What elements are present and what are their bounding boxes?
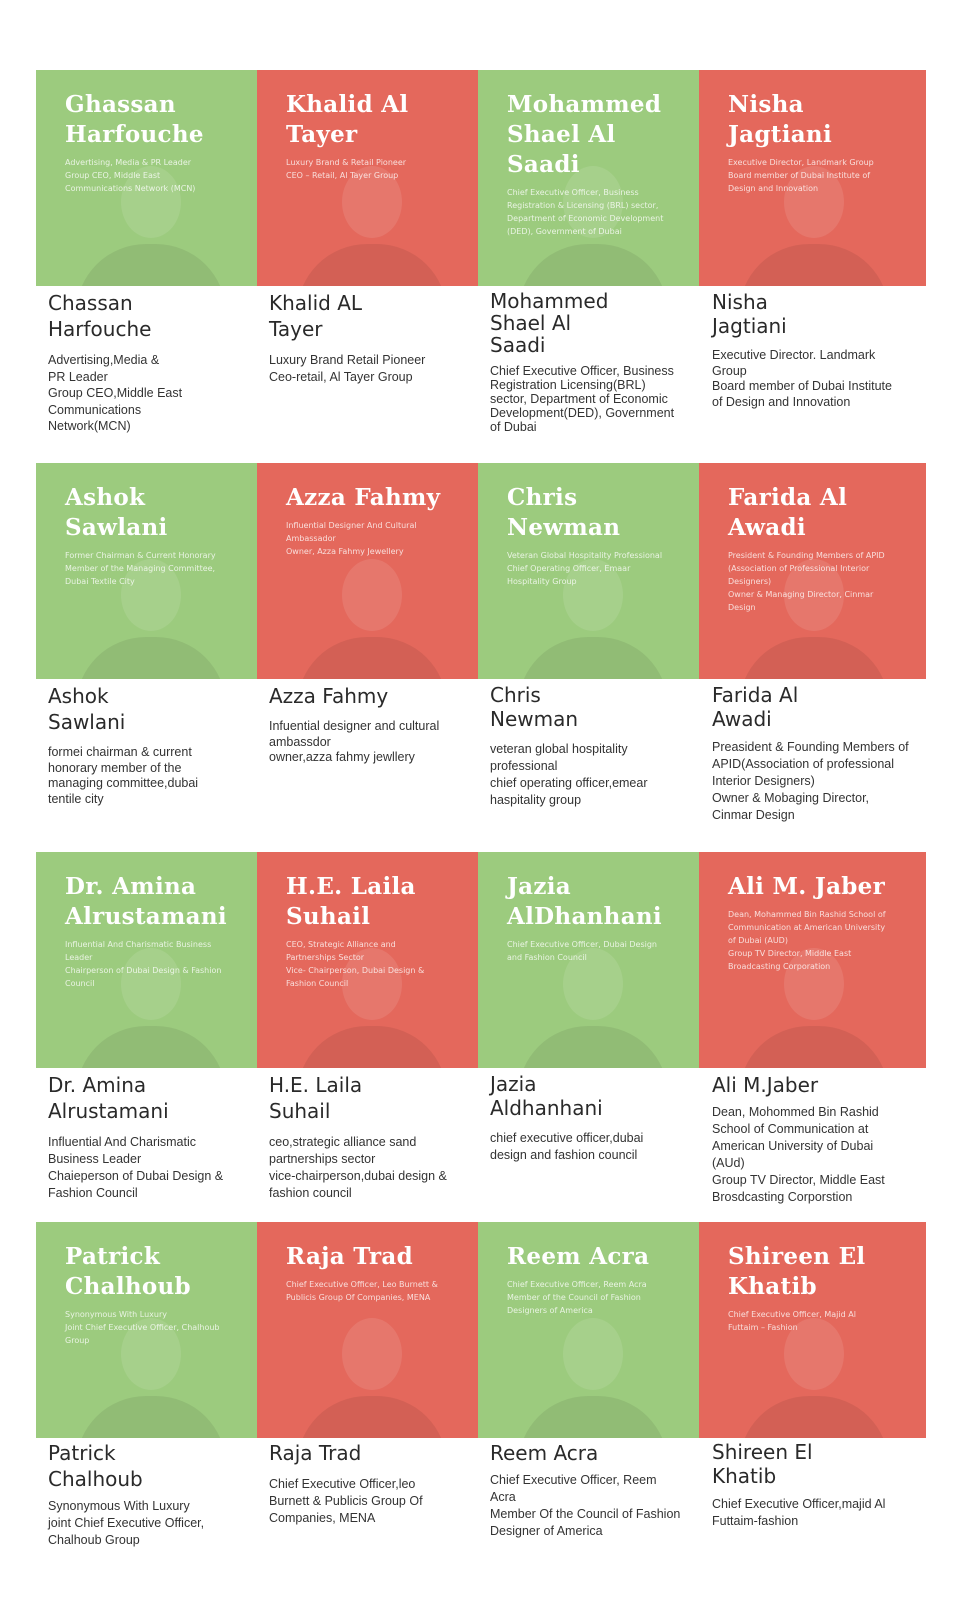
tile-name: Raja Trad Chief Executive Officer, Leo Burnett & Publicis Group Of Companies, MENA — [286, 1242, 466, 1304]
speaker-name: Raja Trad — [269, 1441, 362, 1465]
speaker-tile — [699, 70, 926, 286]
speaker-name: Patrick Chalhoub — [48, 1441, 143, 1491]
speaker-tile — [257, 1222, 484, 1438]
speaker-name: Azza Fahmy — [269, 684, 389, 708]
tile-description: Advertising, Media & PR Leader Group CEO, Middle East Communications Network (MCN) — [65, 158, 196, 193]
portrait-silhouette — [297, 559, 447, 679]
speaker-tile — [36, 1222, 263, 1438]
speaker-description: Advertising,Media & PR Leader Group CEO,Middle East Communications Network(MCN) — [48, 353, 183, 433]
tile-name: Azza Fahmy Influential Designer And Cultural Ambassador Owner, Azza Fahmy Jewellery — [286, 483, 476, 558]
speaker-info — [269, 1440, 479, 1527]
speaker-description: ceo,strategic alliance sand partnerships sector vice-chairperson,dubai design & fashion council — [269, 1135, 447, 1200]
tile-name: Patrick Chalhoub Synonymous With Luxury Joint Chief Executive Officer, Chalhoub Group — [65, 1242, 245, 1347]
tile-description: Chief Executive Officer, Reem Acra Member of the Council of Fashion Designers of America — [507, 1280, 647, 1315]
speaker-info — [712, 1440, 922, 1530]
speaker-description: Chief Executive Officer,majid Al Futtaim-fashion — [712, 1497, 886, 1528]
speaker-name: Farida Al Awadi — [712, 683, 799, 731]
speaker-info — [712, 1072, 922, 1206]
speaker-tile — [478, 70, 705, 286]
speaker-tile — [699, 1222, 926, 1438]
tile-name: Ali M. Jaber Dean, Mohammed Bin Rashid School of Communication at American University of Dubai (AUD) Group TV Director, Middle East Broadcasting Corporation — [728, 872, 918, 973]
speaker-description: Preasident & Founding Members of APID(Association of professional Interior Designers) Owner & Mobaging Director, Cinmar Design — [712, 740, 909, 822]
speaker-tile — [257, 463, 484, 679]
tile-name: Jazia AlDhanhani Chief Executive Officer, Dubai Design and Fashion Council — [507, 872, 697, 964]
speaker-description: Dean, Mohommed Bin Rashid School of Communication at American University of Dubai (AUd) Group TV Director, Middle East Brosdcasting Corporstion — [712, 1105, 885, 1204]
tile-description: Veteran Global Hospitality Professional Chief Operating Officer, Emaar Hospitality Group — [507, 551, 663, 586]
tile-name: Shireen El Khatib Chief Executive Officer, Majid Al Futtaim – Fashion — [728, 1242, 908, 1334]
portrait-silhouette — [739, 1318, 889, 1438]
tile-name: Khalid Al Tayer Luxury Brand & Retail Pioneer CEO – Retail, Al Tayer Group — [286, 90, 466, 182]
speaker-description: chief executive officer,dubai design and fashion council — [490, 1131, 644, 1162]
tile-description: Chief Executive Officer, Business Registration & Licensing (BRL) sector, Department of Economic Development (DED), Government of Dubai — [507, 188, 664, 236]
speaker-info — [490, 683, 700, 809]
speaker-description: Chief Executive Officer,leo Burnett & Publicis Group Of Companies, MENA — [269, 1477, 423, 1525]
tile-name: Dr. Amina Alrustamani Influential And Charismatic Business Leader Chairperson of Dubai Design & Fashion Council — [65, 873, 227, 988]
tile-description: Chief Executive Officer, Majid Al Futtaim – Fashion — [728, 1310, 856, 1332]
speaker-name: Nisha Jagtiani — [712, 290, 787, 338]
tile-description: Influential Designer And Cultural Ambassador Owner, Azza Fahmy Jewellery — [286, 521, 417, 556]
speaker-tile — [478, 852, 705, 1068]
speaker-info — [490, 1072, 700, 1164]
portrait-silhouette — [297, 1318, 447, 1438]
speaker-tile — [36, 463, 263, 679]
speaker-info — [712, 683, 927, 824]
tile-description: Influential And Charismatic Business Leader Chairperson of Dubai Design & Fashion Council — [65, 940, 222, 988]
speaker-tile — [699, 463, 926, 679]
speaker-name: Ali M.Jaber — [712, 1073, 819, 1097]
speaker-info — [490, 290, 705, 434]
speaker-info — [712, 290, 922, 410]
tile-description: Executive Director, Landmark Group Board member of Dubai Institute of Design and Innovation — [728, 158, 874, 193]
speaker-description: Influential And Charismatic Business Leader Chaieperson of Dubai Design & Fashion Council — [48, 1135, 224, 1200]
speaker-tile — [36, 70, 263, 286]
tile-name: Ghassan Harfouche Advertising, Media & PR Leader Group CEO, Middle East Communications Network (MCN) — [65, 90, 245, 195]
speaker-tile — [257, 852, 484, 1068]
speaker-tile — [257, 70, 484, 286]
tile-description: Synonymous With Luxury Joint Chief Executive Officer, Chalhoub Group — [65, 1310, 220, 1345]
portrait-silhouette — [297, 166, 447, 286]
tile-name: Chris Newman Veteran Global Hospitality Professional Chief Operating Officer, Emaar Hospitality Group — [507, 483, 687, 588]
speaker-name: Chassan Harfouche — [48, 291, 152, 341]
speaker-name: Mohammed Shael Al Saadi — [490, 289, 609, 357]
speaker-description: Chief Executive Officer, Reem Acra Member Of the Council of Fashion Designer of America — [490, 1473, 681, 1538]
speaker-name: Ashok Sawlani — [48, 684, 126, 734]
speaker-description: Chief Executive Officer, Business Registration Licensing(BRL) sector, Department of Economic Development(DED), Government of Dubai — [490, 364, 675, 434]
speaker-info — [48, 683, 258, 807]
speaker-info — [490, 1440, 700, 1540]
speaker-info — [48, 1440, 258, 1549]
speaker-info — [269, 1072, 479, 1202]
speaker-description: Synonymous With Luxury joint Chief Executive Officer, Chalhoub Group — [48, 1499, 205, 1547]
speaker-name: H.E. Laila Suhail — [269, 1073, 363, 1123]
speaker-name: Jazia Aldhanhani — [490, 1072, 603, 1120]
tile-description: Chief Executive Officer, Leo Burnett & Publicis Group Of Companies, MENA — [286, 1280, 438, 1302]
tile-description: Former Chairman & Current Honorary Member of the Managing Committee, Dubai Textile City — [65, 551, 216, 586]
speaker-tile — [478, 1222, 705, 1438]
speaker-name: Khalid AL Tayer — [269, 291, 363, 341]
speaker-name: Shireen El Khatib — [712, 1440, 813, 1488]
tile-name: Ashok Sawlani Former Chairman & Current Honorary Member of the Managing Committee, Dubai Textile City — [65, 483, 245, 588]
speaker-tile — [36, 852, 263, 1068]
tile-description: Chief Executive Officer, Dubai Design and Fashion Council — [507, 940, 657, 962]
tile-name: Mohammed Shael Al Saadi Chief Executive Officer, Business Registration & Licensing (BRL) sector, Department of Economic Development (DED), Government of Dubai — [507, 90, 687, 238]
tile-name: Nisha Jagtiani Executive Director, Landmark Group Board member of Dubai Institute of Design and Innovation — [728, 90, 908, 195]
tile-name: Farida Al Awadi President & Founding Members of APID (Association of Professional Interior Designers) Owner & Managing Director, Cinmar Design — [728, 483, 908, 614]
tile-name: Reem Acra Chief Executive Officer, Reem Acra Member of the Council of Fashion Designers of America — [507, 1242, 687, 1317]
tile-name: H.E. Laila Suhail CEO, Strategic Alliance and Partnerships Sector Vice- Chairperson, Dubai Design & Fashion Council — [286, 872, 466, 990]
speaker-description: Luxury Brand Retail Pioneer Ceo-retail, Al Tayer Group — [269, 353, 426, 384]
portrait-silhouette — [518, 1318, 668, 1438]
portrait-silhouette — [518, 948, 668, 1068]
speaker-name: Reem Acra — [490, 1441, 599, 1465]
speaker-info — [269, 290, 479, 385]
speaker-tile — [699, 852, 926, 1068]
speaker-tile — [478, 463, 705, 679]
speaker-info — [269, 683, 479, 766]
tile-description: President & Founding Members of APID (Association of Professional Interior Designers) Owner & Managing Director, Cinmar Design — [728, 551, 885, 612]
speaker-description: Infuential designer and cultural ambassdor owner,azza fahmy jewllery — [269, 719, 440, 764]
speaker-name: Chris Newman — [490, 683, 579, 731]
tile-description: Dean, Mohammed Bin Rashid School of Communication at American University of Dubai (AUD) Group TV Director, Middle East Broadcasting Corporation — [728, 910, 886, 971]
speaker-info — [48, 1072, 258, 1202]
tile-description: Luxury Brand & Retail Pioneer CEO – Retail, Al Tayer Group — [286, 158, 407, 180]
speaker-name: Dr. Amina Alrustamani — [48, 1073, 169, 1123]
tile-description: CEO, Strategic Alliance and Partnerships Sector Vice- Chairperson, Dubai Design & Fashion Council — [286, 940, 425, 988]
speaker-description: formei chairman & current honorary member of the managing committee,dubai tentile city — [48, 745, 199, 806]
speaker-description: veteran global hospitality professional chief operating officer,emear haspitality group — [490, 742, 648, 807]
speaker-info — [48, 290, 258, 435]
speaker-description: Executive Director. Landmark Group Board member of Dubai Institute of Design and Innovation — [712, 348, 892, 409]
